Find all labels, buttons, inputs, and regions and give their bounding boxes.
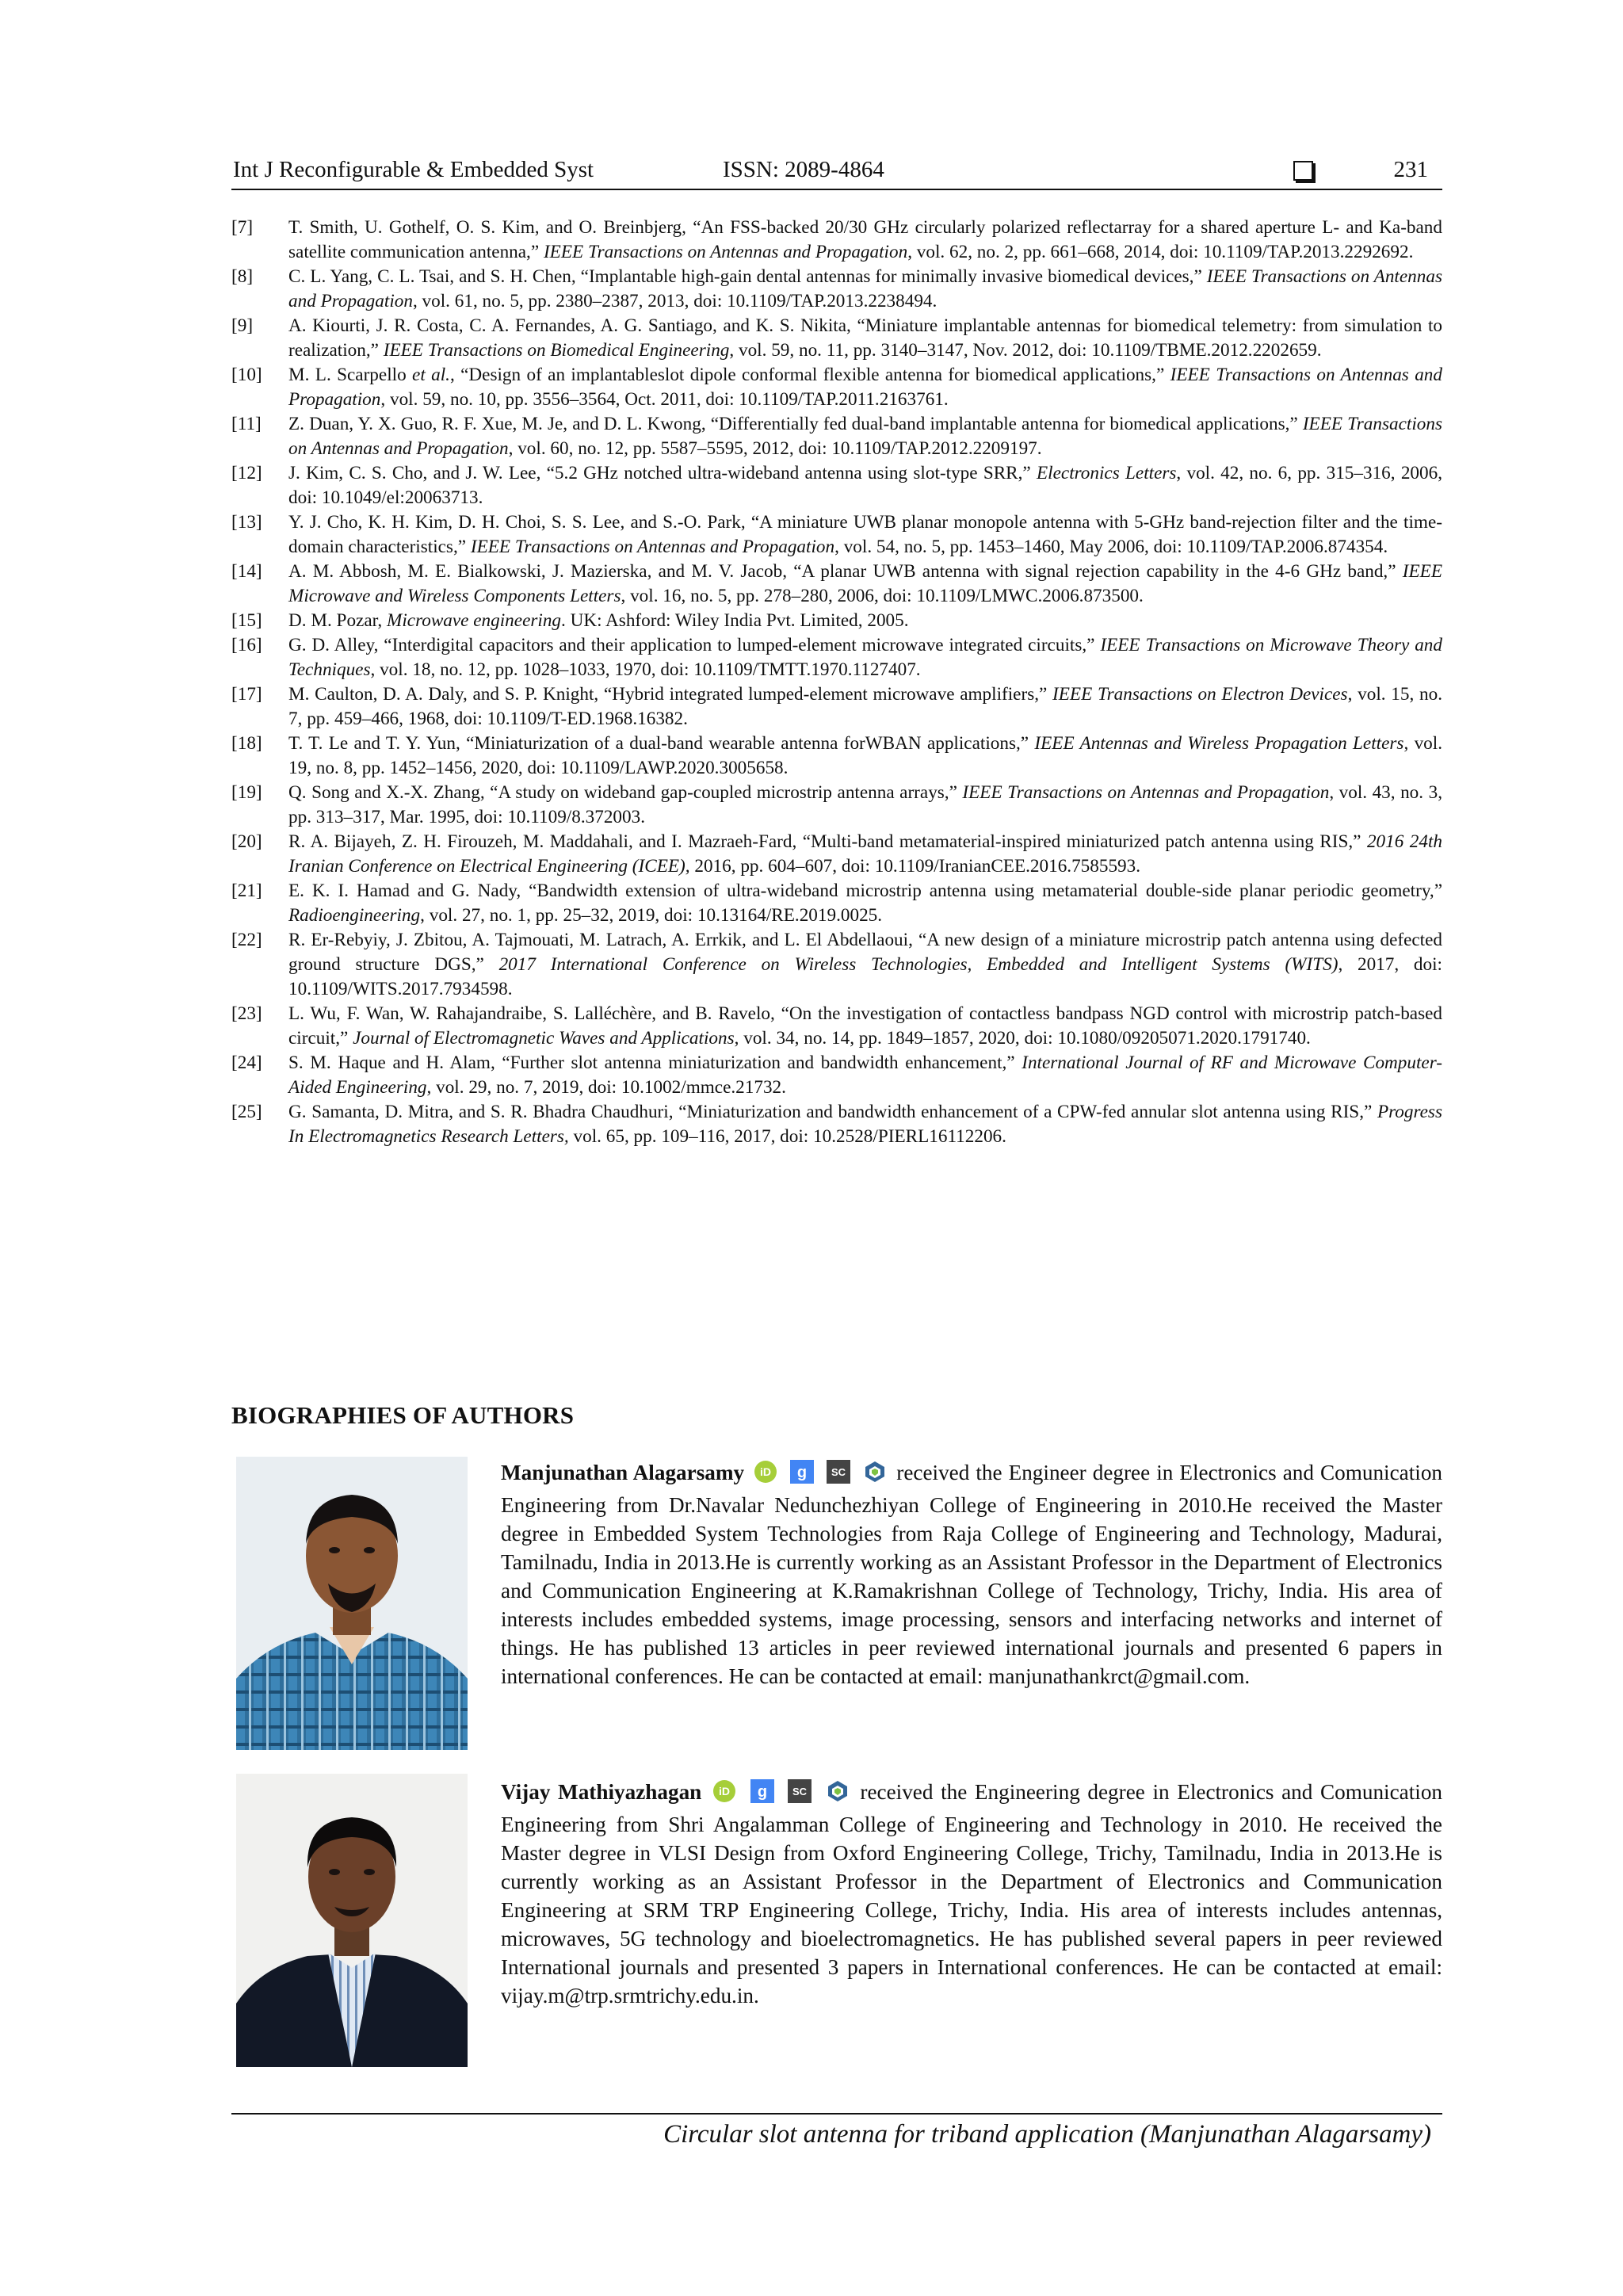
reference-details: , vol. 16, no. 5, pp. 278–280, 2006, doi: 10.1109/LMWC.2006.873500.: [621, 586, 1144, 606]
footer-rule: [231, 2113, 1442, 2115]
reference-number: [8]: [231, 266, 254, 287]
reference-venue: 2016 24th Iranian Conference on Electrical Engineering (ICEE),: [288, 831, 1442, 877]
author-bio-1: [501, 1458, 1442, 1690]
svg-text:SC: SC: [792, 1786, 808, 1797]
reference-details: 2016, pp. 604–607, doi: 10.1109/IranianCEE.2016.7585593.: [689, 856, 1141, 877]
scopus-icon[interactable]: [827, 1460, 850, 1491]
reference-text: T. Smith, U. Gothelf, O. S. Kim, and O. Breinbjerg, “An FSS-backed 20/30 GHz circularly polarized reflectarray for a shared aperture L- and Ka-band satellite communication antenna,”: [288, 217, 1442, 262]
reference-venue: IEEE Transactions on Antennas and Propagation: [288, 266, 1442, 311]
reference-venue: IEEE Transactions on Electron Devices: [1052, 684, 1348, 705]
reference-details: , vol. 59, no. 11, pp. 3140–3147, Nov. 2012, doi: 10.1109/TBME.2012.2202659.: [729, 340, 1322, 361]
reference-venue: IEEE Microwave and Wireless Components Letters: [288, 561, 1442, 606]
reference-number: [24]: [231, 1052, 262, 1073]
reference-text: J. Kim, C. S. Cho, and J. W. Lee, “5.2 GHz notched ultra-wideband antenna using slot-type SRR,”: [288, 463, 1037, 483]
reference-text: Z. Duan, Y. X. Guo, R. F. Xue, M. Je, and D. L. Kwong, “Differentially fed dual-band implantable antenna for biomedical applications,”: [288, 414, 1303, 434]
reference-venue: IEEE Transactions on Biomedical Engineering: [383, 340, 730, 361]
reference-number: [7]: [231, 217, 254, 238]
reference-text: C. L. Yang, C. L. Tsai, and S. H. Chen, “Implantable high-gain dental antennas for minimally invasive biomedical devices,”: [288, 266, 1207, 287]
reference-venue: Progress In Electromagnetics Research Letters,: [288, 1102, 1442, 1147]
reference-venue: IEEE Transactions on Antennas and Propagation: [288, 365, 1442, 410]
reference-details: , vol. 19, no. 8, pp. 1452–1456, 2020, doi: 10.1109/LAWP.2020.3005658.: [288, 733, 1442, 778]
reference-venue: IEEE Transactions on Antennas and Propagation: [543, 242, 908, 262]
reference-item: [231, 781, 1442, 830]
reference-item: [231, 560, 1442, 609]
reference-venue: IEEE Antennas and Wireless Propagation Letters: [1034, 733, 1404, 754]
reference-item: [231, 363, 1442, 412]
reference-number: [22]: [231, 930, 262, 950]
reference-text: A. Kiourti, J. R. Costa, C. A. Fernandes, A. G. Santiago, and K. S. Nikita, “Miniature implantable antennas for biomedical telemetry: from simulation to realization,”: [288, 315, 1442, 361]
orcid-icon[interactable]: [754, 1460, 777, 1491]
reference-details: . UK: Ashford: Wiley India Pvt. Limited, 2005.: [561, 610, 909, 631]
reference-item: [231, 928, 1442, 1002]
reference-item: [231, 265, 1442, 314]
reference-item: [231, 216, 1442, 265]
reference-text: L. Wu, F. Wan, W. Rahajandraibe, S. Lalléchère, and B. Ravelo, “On the investigation of contactless bandpass NGD control with microstrip patch-based circuit,”: [288, 1003, 1442, 1049]
reference-venue: Journal of Electromagnetic Waves and Applications: [353, 1028, 735, 1049]
reference-number: [10]: [231, 365, 262, 385]
reference-list: [231, 216, 1442, 1149]
reference-text: G. D. Alley, “Interdigital capacitors and their application to lumped-element microwave integrated circuits,”: [288, 635, 1101, 655]
reference-number: [23]: [231, 1003, 262, 1024]
svg-text:iD: iD: [760, 1465, 772, 1478]
reference-text: M. Caulton, D. A. Daly, and S. P. Knight, “Hybrid integrated lumped-element microwave amplifiers,”: [288, 684, 1053, 705]
reference-number: [13]: [231, 512, 262, 533]
reference-text: Q. Song and X.-X. Zhang, “A study on wideband gap-coupled microstrip antenna arrays,”: [288, 782, 963, 803]
reference-details: , vol. 61, no. 5, pp. 2380–2387, 2013, doi: 10.1109/TAP.2013.2238494.: [412, 291, 938, 311]
reference-venue: IEEE Transactions on Microwave Theory and Techniques: [288, 635, 1442, 680]
reference-text: T. T. Le and T. Y. Yun, “Miniaturization of a dual-band wearable antenna forWBAN applications,”: [288, 733, 1035, 754]
reference-number: [9]: [231, 315, 254, 336]
publons-icon[interactable]: [826, 1779, 850, 1810]
reference-etal: et al.: [412, 365, 450, 385]
reference-details: , vol. 42, no. 6, pp. 315–316, 2006, doi: 10.1049/el:20063713.: [288, 463, 1442, 508]
orcid-icon[interactable]: [712, 1779, 736, 1810]
reference-number: [20]: [231, 831, 262, 852]
reference-text: M. L. Scarpello: [288, 365, 413, 385]
svg-text:iD: iD: [718, 1785, 730, 1797]
biographies-heading: BIOGRAPHIES OF AUTHORS: [231, 1401, 575, 1429]
reference-item: [231, 1002, 1442, 1051]
google-scholar-icon[interactable]: [750, 1779, 774, 1810]
reference-item: [231, 1051, 1442, 1100]
reference-details: , vol. 34, no. 14, pp. 1849–1857, 2020, doi: 10.1080/09205071.2020.1791740.: [734, 1028, 1311, 1049]
reference-number: [25]: [231, 1102, 262, 1122]
author-bio-text: received the Engineering degree in Electronics and Comunication Engineering from Shri Angalamman College of Engineering and Technology in 2010. He received the Master degree in VLSI Design from Oxford Engineering College, Trichy, Tamilnadu, India in 2013.He is currently working as an Assistant Professor in the Department of Electronics and Communication Engineering at SRM TRP Engineering College, Trichy, India. His area of interests includes antennas, microwaves, 5G technology and bioelectromagnetics. He has published several papers in peer reviewed International journals and presented 3 papers in International conferences. He can be contacted at email: vijay.m@trp.srmtrichy.edu.in.: [501, 1780, 1443, 2008]
page-number: 231: [1393, 157, 1428, 182]
reference-details: , vol. 59, no. 10, pp. 3556–3564, Oct. 2011, doi: 10.1109/TAP.2011.2163761.: [380, 389, 949, 410]
reference-details: , vol. 15, no. 7, pp. 459–466, 1968, doi: 10.1109/T-ED.1968.16382.: [288, 684, 1442, 729]
issn: ISSN: 2089-4864: [723, 157, 884, 182]
reference-details: , vol. 29, no. 7, 2019, doi: 10.1002/mmce.21732.: [426, 1077, 786, 1098]
author-bio-2: [501, 1778, 1442, 2010]
author-photo-vijay: [236, 1774, 468, 2067]
reference-text: R. A. Bijayeh, Z. H. Firouzeh, M. Maddahali, and I. Mazraeh-Fard, “Multi-band metamaterial-inspired miniaturized patch antenna using RIS,”: [288, 831, 1367, 852]
author-name: Manjunathan Alagarsamy: [501, 1461, 745, 1484]
reference-details: , vol. 54, no. 5, pp. 1453–1460, May 2006, doi: 10.1109/TAP.2006.874354.: [834, 537, 1388, 557]
reference-number: [16]: [231, 635, 262, 655]
reference-number: [17]: [231, 684, 262, 705]
author-name: Vijay Mathiyazhagan: [501, 1780, 702, 1804]
reference-number: [11]: [231, 414, 262, 434]
reference-venue: Radioengineering: [288, 905, 421, 926]
svg-text:SC: SC: [831, 1466, 846, 1478]
reference-text: E. K. I. Hamad and G. Nady, “Bandwidth extension of ultra-wideband microstrip antenna using metamaterial double-side planar periodic geometry,”: [288, 881, 1442, 901]
reference-text: R. Er-Rebyiy, J. Zbitou, A. Tajmouati, M. Latrach, A. Errkik, and L. El Abdellaoui, “A new design of a miniature microstrip patch antenna using defected ground structure DGS,”: [288, 930, 1442, 975]
reference-details: , 2017, doi: 10.1109/WITS.2017.7934598.: [288, 954, 1442, 999]
reference-number: [14]: [231, 561, 262, 582]
publons-icon[interactable]: [863, 1460, 887, 1491]
author-photo-manjunathan: [236, 1457, 468, 1750]
reference-details: , vol. 60, no. 12, pp. 5587–5595, 2012, doi: 10.1109/TAP.2012.2209197.: [508, 438, 1042, 459]
reference-item: [231, 609, 1442, 633]
reference-item: [231, 461, 1442, 510]
reference-number: [21]: [231, 881, 262, 901]
reference-venue: Microwave engineering: [387, 610, 562, 631]
scopus-icon[interactable]: [788, 1779, 812, 1810]
reference-details: , vol. 62, no. 2, pp. 661–668, 2014, doi: 10.1109/TAP.2013.2292692.: [907, 242, 1414, 262]
reference-text: G. Samanta, D. Mitra, and S. R. Bhadra Chaudhuri, “Miniaturization and bandwidth enhancement of a CPW-fed annular slot antenna using RIS,”: [288, 1102, 1377, 1122]
svg-text:g: g: [797, 1464, 808, 1481]
reference-venue: IEEE Transactions on Antennas and Propagation: [962, 782, 1330, 803]
reference-details: , vol. 18, no. 12, pp. 1028–1033, 1970, doi: 10.1109/TMTT.1970.1127407.: [370, 659, 921, 680]
running-header: [231, 155, 1442, 189]
reference-item: [231, 682, 1442, 732]
reference-venue: International Journal of RF and Microwave Computer-Aided Engineering: [288, 1052, 1442, 1098]
reference-title: , “Design of an implantableslot dipole conformal flexible antenna for biomedical applications,”: [449, 365, 1170, 385]
checkbox-square-icon: [1293, 161, 1313, 181]
reference-text: D. M. Pozar,: [288, 610, 388, 631]
reference-venue: IEEE Transactions on Antennas and Propagation: [288, 414, 1442, 459]
reference-number: [12]: [231, 463, 262, 483]
reference-item: [231, 732, 1442, 781]
reference-details: , vol. 27, no. 1, pp. 25–32, 2019, doi: 10.13164/RE.2019.0025.: [420, 905, 883, 926]
reference-number: [19]: [231, 782, 262, 803]
reference-text: Y. J. Cho, K. H. Kim, D. H. Choi, S. S. Lee, and S.-O. Park, “A miniature UWB planar monopole antenna with 5-GHz band-rejection filter and the time-domain characteristics,”: [288, 512, 1442, 557]
journal-name: Int J Reconfigurable & Embedded Syst: [233, 157, 594, 182]
reference-item: [231, 314, 1442, 363]
header-rule: [231, 189, 1442, 190]
reference-item: [231, 412, 1442, 461]
google-scholar-icon[interactable]: [790, 1460, 814, 1491]
reference-details: vol. 65, pp. 109–116, 2017, doi: 10.2528/PIERL16112206.: [568, 1126, 1006, 1147]
reference-venue: 2017 International Conference on Wireless Technologies, Embedded and Intelligent Systems (WITS): [498, 954, 1338, 975]
reference-number: [15]: [231, 610, 262, 631]
reference-details: , vol. 43, no. 3, pp. 313–317, Mar. 1995, doi: 10.1109/8.372003.: [288, 782, 1442, 827]
reference-item: [231, 1100, 1442, 1149]
reference-item: [231, 510, 1442, 560]
reference-text: A. M. Abbosh, M. E. Bialkowski, J. Mazierska, and M. V. Jacob, “A planar UWB antenna with signal rejection capability in the 4-6 GHz band,”: [288, 561, 1403, 582]
reference-number: [18]: [231, 733, 262, 754]
reference-venue: IEEE Transactions on Antennas and Propagation: [470, 537, 835, 557]
reference-venue: Electronics Letters: [1037, 463, 1177, 483]
reference-item: [231, 633, 1442, 682]
svg-text:g: g: [757, 1783, 767, 1801]
reference-item: [231, 830, 1442, 879]
reference-text: S. M. Haque and H. Alam, “Further slot antenna miniaturization and bandwidth enhancement,”: [288, 1052, 1022, 1073]
reference-item: [231, 879, 1442, 928]
author-bio-text: received the Engineer degree in Electronics and Comunication Engineering from Dr.Navalar Nedunchezhiyan College of Engineering in 2010.He received the Master degree in Embedded System Technologies from Raja College of Engineering and Technology, Madurai, Tamilnadu, India in 2013.He is currently working as an Assistant Professor in the Department of Electronics and Communication Engineering at K.Ramakrishnan College of Technology, Trichy, India. His area of interests includes embedded systems, image processing, sensors and interfacing networks and internet of things. He has published 13 articles in peer reviewed international journals and presented 6 papers in international conferences. He can be contacted at email: manjunathankrct@gmail.com.: [501, 1461, 1443, 1688]
running-footer-title: Circular slot antenna for triband application (Manjunathan Alagarsamy): [663, 2120, 1431, 2149]
